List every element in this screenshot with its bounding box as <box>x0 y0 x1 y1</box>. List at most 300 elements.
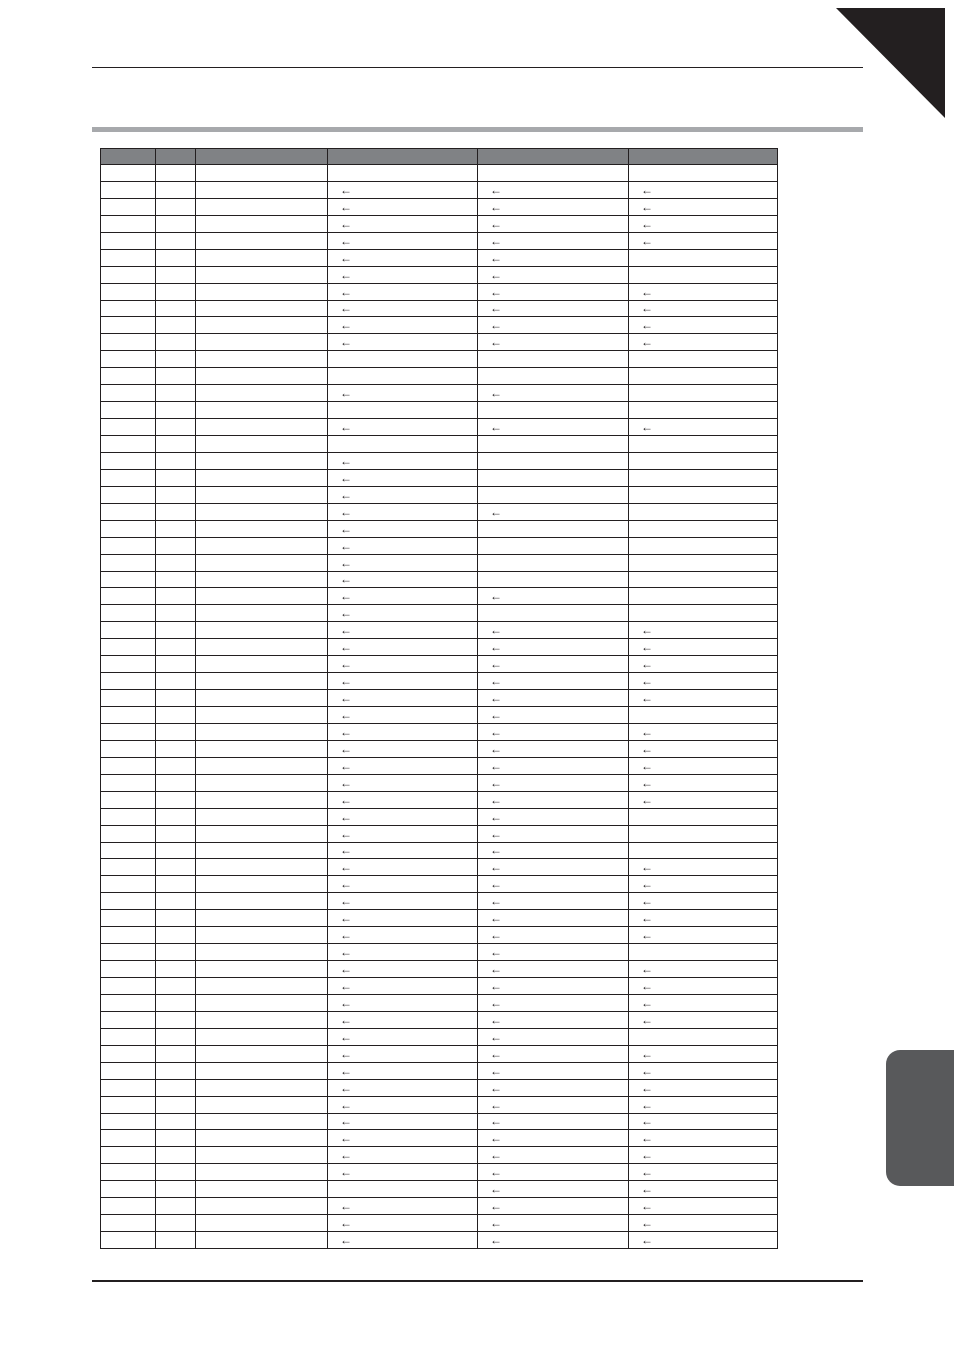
table-cell <box>101 554 156 571</box>
table-cell <box>156 215 196 232</box>
table-row <box>101 978 778 995</box>
arrow-left-icon: ← <box>629 317 778 334</box>
table-row <box>101 876 778 893</box>
table-cell <box>629 808 778 825</box>
arrow-left-icon: ← <box>328 978 478 995</box>
arrow-left-icon: ← <box>629 1062 778 1079</box>
arrow-left-icon: ← <box>478 639 629 656</box>
table-cell <box>101 944 156 961</box>
arrow-left-icon: ← <box>629 673 778 690</box>
table-cell <box>156 571 196 588</box>
table-cell <box>101 283 156 300</box>
table-cell <box>156 605 196 622</box>
table-cell <box>478 368 629 385</box>
table-row <box>101 283 778 300</box>
table-cell <box>196 283 328 300</box>
table-row <box>101 520 778 537</box>
arrow-left-icon: ← <box>478 723 629 740</box>
arrow-left-icon: ← <box>629 978 778 995</box>
arrow-left-icon: ← <box>478 791 629 808</box>
table-cell <box>156 588 196 605</box>
arrow-left-icon: ← <box>328 452 478 469</box>
table-row <box>101 1062 778 1079</box>
table-row <box>101 994 778 1011</box>
arrow-left-icon: ← <box>478 249 629 266</box>
table-cell <box>156 385 196 402</box>
arrow-left-icon: ← <box>328 808 478 825</box>
arrow-left-icon: ← <box>629 1113 778 1130</box>
arrow-left-icon: ← <box>328 1045 478 1062</box>
table-cell <box>196 537 328 554</box>
table-cell <box>101 723 156 740</box>
table-cell <box>196 198 328 215</box>
table-cell <box>328 351 478 368</box>
table-cell <box>101 994 156 1011</box>
table-row <box>101 486 778 503</box>
table-cell <box>196 859 328 876</box>
arrow-left-icon: ← <box>328 944 478 961</box>
table-cell <box>196 1130 328 1147</box>
table-row <box>101 385 778 402</box>
table-row <box>101 1079 778 1096</box>
table-cell <box>156 1011 196 1028</box>
table-cell <box>196 994 328 1011</box>
table-cell <box>156 639 196 656</box>
table-row <box>101 707 778 724</box>
table-row <box>101 537 778 554</box>
table-cell <box>156 334 196 351</box>
table-cell <box>629 368 778 385</box>
table-row <box>101 181 778 198</box>
table-cell <box>196 673 328 690</box>
table-cell <box>101 1079 156 1096</box>
table-cell <box>478 605 629 622</box>
table-cell <box>196 1198 328 1215</box>
header-cell <box>196 149 328 165</box>
arrow-left-icon: ← <box>328 656 478 673</box>
table-cell <box>101 639 156 656</box>
arrow-left-icon: ← <box>478 622 629 639</box>
arrow-left-icon: ← <box>629 181 778 198</box>
arrow-left-icon: ← <box>328 994 478 1011</box>
header-cell <box>478 149 629 165</box>
arrow-left-icon: ← <box>629 859 778 876</box>
table-cell <box>196 774 328 791</box>
arrow-left-icon: ← <box>478 385 629 402</box>
arrow-left-icon: ← <box>328 876 478 893</box>
arrow-left-icon: ← <box>328 419 478 436</box>
table-cell <box>101 1011 156 1028</box>
arrow-left-icon: ← <box>478 961 629 978</box>
table-cell <box>156 893 196 910</box>
table-cell <box>101 673 156 690</box>
arrow-left-icon: ← <box>328 961 478 978</box>
table-cell <box>101 978 156 995</box>
arrow-left-icon: ← <box>478 876 629 893</box>
corner-triangle <box>836 8 945 118</box>
table-cell <box>101 1198 156 1215</box>
arrow-left-icon: ← <box>478 1215 629 1232</box>
arrow-left-icon: ← <box>478 859 629 876</box>
table-cell <box>156 1079 196 1096</box>
arrow-left-icon: ← <box>629 723 778 740</box>
arrow-left-icon: ← <box>328 554 478 571</box>
table-cell <box>156 351 196 368</box>
table-cell <box>196 1096 328 1113</box>
table-cell <box>478 469 629 486</box>
table-cell <box>101 368 156 385</box>
arrow-left-icon: ← <box>478 334 629 351</box>
table-cell <box>196 707 328 724</box>
table-cell <box>156 266 196 283</box>
table-cell <box>629 944 778 961</box>
arrow-left-icon: ← <box>328 927 478 944</box>
table-cell <box>101 859 156 876</box>
arrow-left-icon: ← <box>629 757 778 774</box>
table-cell <box>629 554 778 571</box>
table-cell <box>156 554 196 571</box>
table-cell <box>196 469 328 486</box>
arrow-left-icon: ← <box>328 622 478 639</box>
arrow-left-icon: ← <box>478 503 629 520</box>
side-tab <box>886 1050 954 1186</box>
arrow-left-icon: ← <box>478 994 629 1011</box>
table-cell <box>196 419 328 436</box>
table-cell <box>156 740 196 757</box>
table-cell <box>196 656 328 673</box>
arrow-left-icon: ← <box>328 1130 478 1147</box>
table-cell <box>101 351 156 368</box>
table-cell <box>101 215 156 232</box>
table-cell <box>101 1045 156 1062</box>
table-row <box>101 452 778 469</box>
arrow-left-icon: ← <box>328 266 478 283</box>
table-row <box>101 723 778 740</box>
table-cell <box>101 436 156 453</box>
table-cell <box>196 876 328 893</box>
table-row <box>101 1096 778 1113</box>
table-row <box>101 774 778 791</box>
table-cell <box>196 1062 328 1079</box>
table-cell <box>478 554 629 571</box>
arrow-left-icon: ← <box>478 1011 629 1028</box>
table-row <box>101 249 778 266</box>
table-cell <box>101 605 156 622</box>
table-cell <box>629 452 778 469</box>
arrow-left-icon: ← <box>328 825 478 842</box>
table-row <box>101 1028 778 1045</box>
table-cell <box>101 1096 156 1113</box>
table-cell <box>101 893 156 910</box>
table-cell <box>196 503 328 520</box>
arrow-left-icon: ← <box>478 910 629 927</box>
table-cell <box>101 791 156 808</box>
table-cell <box>101 486 156 503</box>
table-cell <box>196 944 328 961</box>
table-cell <box>196 639 328 656</box>
arrow-left-icon: ← <box>328 1028 478 1045</box>
table-cell <box>101 961 156 978</box>
table-cell <box>196 436 328 453</box>
table-cell <box>196 334 328 351</box>
table-cell <box>629 503 778 520</box>
table-cell <box>196 571 328 588</box>
header-cell <box>629 149 778 165</box>
table-cell <box>101 876 156 893</box>
table-cell <box>101 402 156 419</box>
table-row <box>101 1215 778 1232</box>
arrow-left-icon: ← <box>629 1164 778 1181</box>
table-row <box>101 1232 778 1249</box>
arrow-left-icon: ← <box>629 961 778 978</box>
table-cell <box>101 469 156 486</box>
arrow-left-icon: ← <box>478 1164 629 1181</box>
table-header-row <box>101 149 778 165</box>
arrow-left-icon: ← <box>629 1198 778 1215</box>
table-row <box>101 1130 778 1147</box>
arrow-left-icon: ← <box>629 876 778 893</box>
table-cell <box>196 927 328 944</box>
header-cell <box>328 149 478 165</box>
table-cell <box>196 842 328 859</box>
arrow-left-icon: ← <box>478 707 629 724</box>
table-row <box>101 165 778 182</box>
table-cell <box>101 808 156 825</box>
table-cell <box>156 1147 196 1164</box>
table-cell <box>101 588 156 605</box>
table-row <box>101 368 778 385</box>
arrow-left-icon: ← <box>328 232 478 249</box>
table-cell <box>156 1198 196 1215</box>
table-row <box>101 656 778 673</box>
arrow-left-icon: ← <box>328 723 478 740</box>
arrow-left-icon: ← <box>328 385 478 402</box>
arrow-left-icon: ← <box>328 791 478 808</box>
arrow-left-icon: ← <box>478 1113 629 1130</box>
table-cell <box>196 554 328 571</box>
table-cell <box>478 402 629 419</box>
table-cell <box>629 1028 778 1045</box>
bottom-rule <box>92 1280 863 1282</box>
table-cell <box>629 385 778 402</box>
table-cell <box>156 994 196 1011</box>
table-row <box>101 215 778 232</box>
arrow-left-icon: ← <box>478 927 629 944</box>
arrow-left-icon: ← <box>629 1232 778 1249</box>
table-cell <box>156 181 196 198</box>
table-cell <box>629 266 778 283</box>
table-cell <box>156 1215 196 1232</box>
arrow-left-icon: ← <box>478 317 629 334</box>
table-cell <box>156 707 196 724</box>
arrow-left-icon: ← <box>328 740 478 757</box>
table-cell <box>629 486 778 503</box>
table-cell <box>478 486 629 503</box>
arrow-left-icon: ← <box>478 232 629 249</box>
table-row <box>101 300 778 317</box>
table-cell <box>101 249 156 266</box>
arrow-left-icon: ← <box>478 757 629 774</box>
arrow-left-icon: ← <box>328 300 478 317</box>
table-cell <box>196 215 328 232</box>
table-row <box>101 893 778 910</box>
table-cell <box>101 927 156 944</box>
table-cell <box>629 249 778 266</box>
table-row <box>101 808 778 825</box>
table-cell <box>156 978 196 995</box>
table-cell <box>196 1147 328 1164</box>
table-cell <box>629 605 778 622</box>
table-cell <box>156 1028 196 1045</box>
section-bar <box>92 127 863 132</box>
table-cell <box>156 859 196 876</box>
table-cell <box>101 656 156 673</box>
table-cell <box>629 520 778 537</box>
arrow-left-icon: ← <box>629 1215 778 1232</box>
table-cell <box>156 283 196 300</box>
arrow-left-icon: ← <box>629 994 778 1011</box>
arrow-left-icon: ← <box>629 198 778 215</box>
table-cell <box>156 791 196 808</box>
arrow-left-icon: ← <box>629 622 778 639</box>
table-cell <box>156 317 196 334</box>
table-cell <box>101 707 156 724</box>
table-cell <box>156 825 196 842</box>
table-row <box>101 503 778 520</box>
table-cell <box>156 1232 196 1249</box>
table-cell <box>196 723 328 740</box>
arrow-left-icon: ← <box>328 605 478 622</box>
table-cell <box>629 165 778 182</box>
arrow-left-icon: ← <box>328 537 478 554</box>
table-cell <box>196 232 328 249</box>
arrow-left-icon: ← <box>629 1096 778 1113</box>
arrow-left-icon: ← <box>328 859 478 876</box>
arrow-left-icon: ← <box>328 181 478 198</box>
arrow-left-icon: ← <box>629 656 778 673</box>
table-row <box>101 944 778 961</box>
table-cell <box>328 436 478 453</box>
table-cell <box>101 198 156 215</box>
arrow-left-icon: ← <box>478 825 629 842</box>
table-cell <box>196 165 328 182</box>
table-cell <box>156 300 196 317</box>
table-cell <box>156 927 196 944</box>
arrow-left-icon: ← <box>478 690 629 707</box>
table-cell <box>156 1113 196 1130</box>
table-cell <box>196 961 328 978</box>
arrow-left-icon: ← <box>478 978 629 995</box>
table-cell <box>156 198 196 215</box>
arrow-left-icon: ← <box>328 1113 478 1130</box>
arrow-left-icon: ← <box>328 334 478 351</box>
arrow-left-icon: ← <box>328 1147 478 1164</box>
arrow-left-icon: ← <box>478 1079 629 1096</box>
table-cell <box>156 944 196 961</box>
table-cell <box>196 1164 328 1181</box>
table-cell <box>101 1215 156 1232</box>
arrow-left-icon: ← <box>328 893 478 910</box>
table-cell <box>156 486 196 503</box>
table-row <box>101 419 778 436</box>
table-cell <box>101 334 156 351</box>
table-cell <box>156 1181 196 1198</box>
arrow-left-icon: ← <box>328 317 478 334</box>
table-cell <box>629 588 778 605</box>
arrow-left-icon: ← <box>328 469 478 486</box>
table-row <box>101 690 778 707</box>
table-cell <box>156 656 196 673</box>
table-cell <box>196 825 328 842</box>
arrow-left-icon: ← <box>328 639 478 656</box>
table-row <box>101 554 778 571</box>
table-cell <box>156 673 196 690</box>
table-cell <box>196 181 328 198</box>
table-cell <box>101 520 156 537</box>
header-cell <box>156 149 196 165</box>
arrow-left-icon: ← <box>478 842 629 859</box>
arrow-left-icon: ← <box>328 249 478 266</box>
arrow-left-icon: ← <box>478 1198 629 1215</box>
table-row <box>101 266 778 283</box>
arrow-left-icon: ← <box>629 334 778 351</box>
arrow-left-icon: ← <box>328 1215 478 1232</box>
table-row <box>101 198 778 215</box>
table-cell <box>101 1232 156 1249</box>
table-row <box>101 842 778 859</box>
table-cell <box>196 1215 328 1232</box>
arrow-left-icon: ← <box>629 300 778 317</box>
table-cell <box>629 436 778 453</box>
table-cell <box>196 452 328 469</box>
table-cell <box>196 368 328 385</box>
arrow-left-icon: ← <box>478 774 629 791</box>
table-row <box>101 334 778 351</box>
table-cell <box>101 1062 156 1079</box>
arrow-left-icon: ← <box>328 757 478 774</box>
data-table <box>100 148 778 1249</box>
arrow-left-icon: ← <box>629 690 778 707</box>
table-cell <box>101 419 156 436</box>
table-cell <box>156 1096 196 1113</box>
arrow-left-icon: ← <box>629 740 778 757</box>
arrow-left-icon: ← <box>328 673 478 690</box>
table-cell <box>101 385 156 402</box>
table-cell <box>101 1028 156 1045</box>
arrow-left-icon: ← <box>629 1130 778 1147</box>
table-cell <box>101 740 156 757</box>
table-cell <box>101 266 156 283</box>
arrow-left-icon: ← <box>478 198 629 215</box>
table-row <box>101 1011 778 1028</box>
arrow-left-icon: ← <box>478 944 629 961</box>
table-cell <box>156 1062 196 1079</box>
table-cell <box>156 537 196 554</box>
table-cell <box>156 910 196 927</box>
table-cell <box>478 436 629 453</box>
arrow-left-icon: ← <box>328 1232 478 1249</box>
arrow-left-icon: ← <box>478 656 629 673</box>
arrow-left-icon: ← <box>328 1062 478 1079</box>
table-row <box>101 351 778 368</box>
table-cell <box>101 181 156 198</box>
table-row <box>101 605 778 622</box>
arrow-left-icon: ← <box>478 1096 629 1113</box>
table-row <box>101 673 778 690</box>
table-cell <box>196 893 328 910</box>
table-cell <box>156 402 196 419</box>
arrow-left-icon: ← <box>328 774 478 791</box>
